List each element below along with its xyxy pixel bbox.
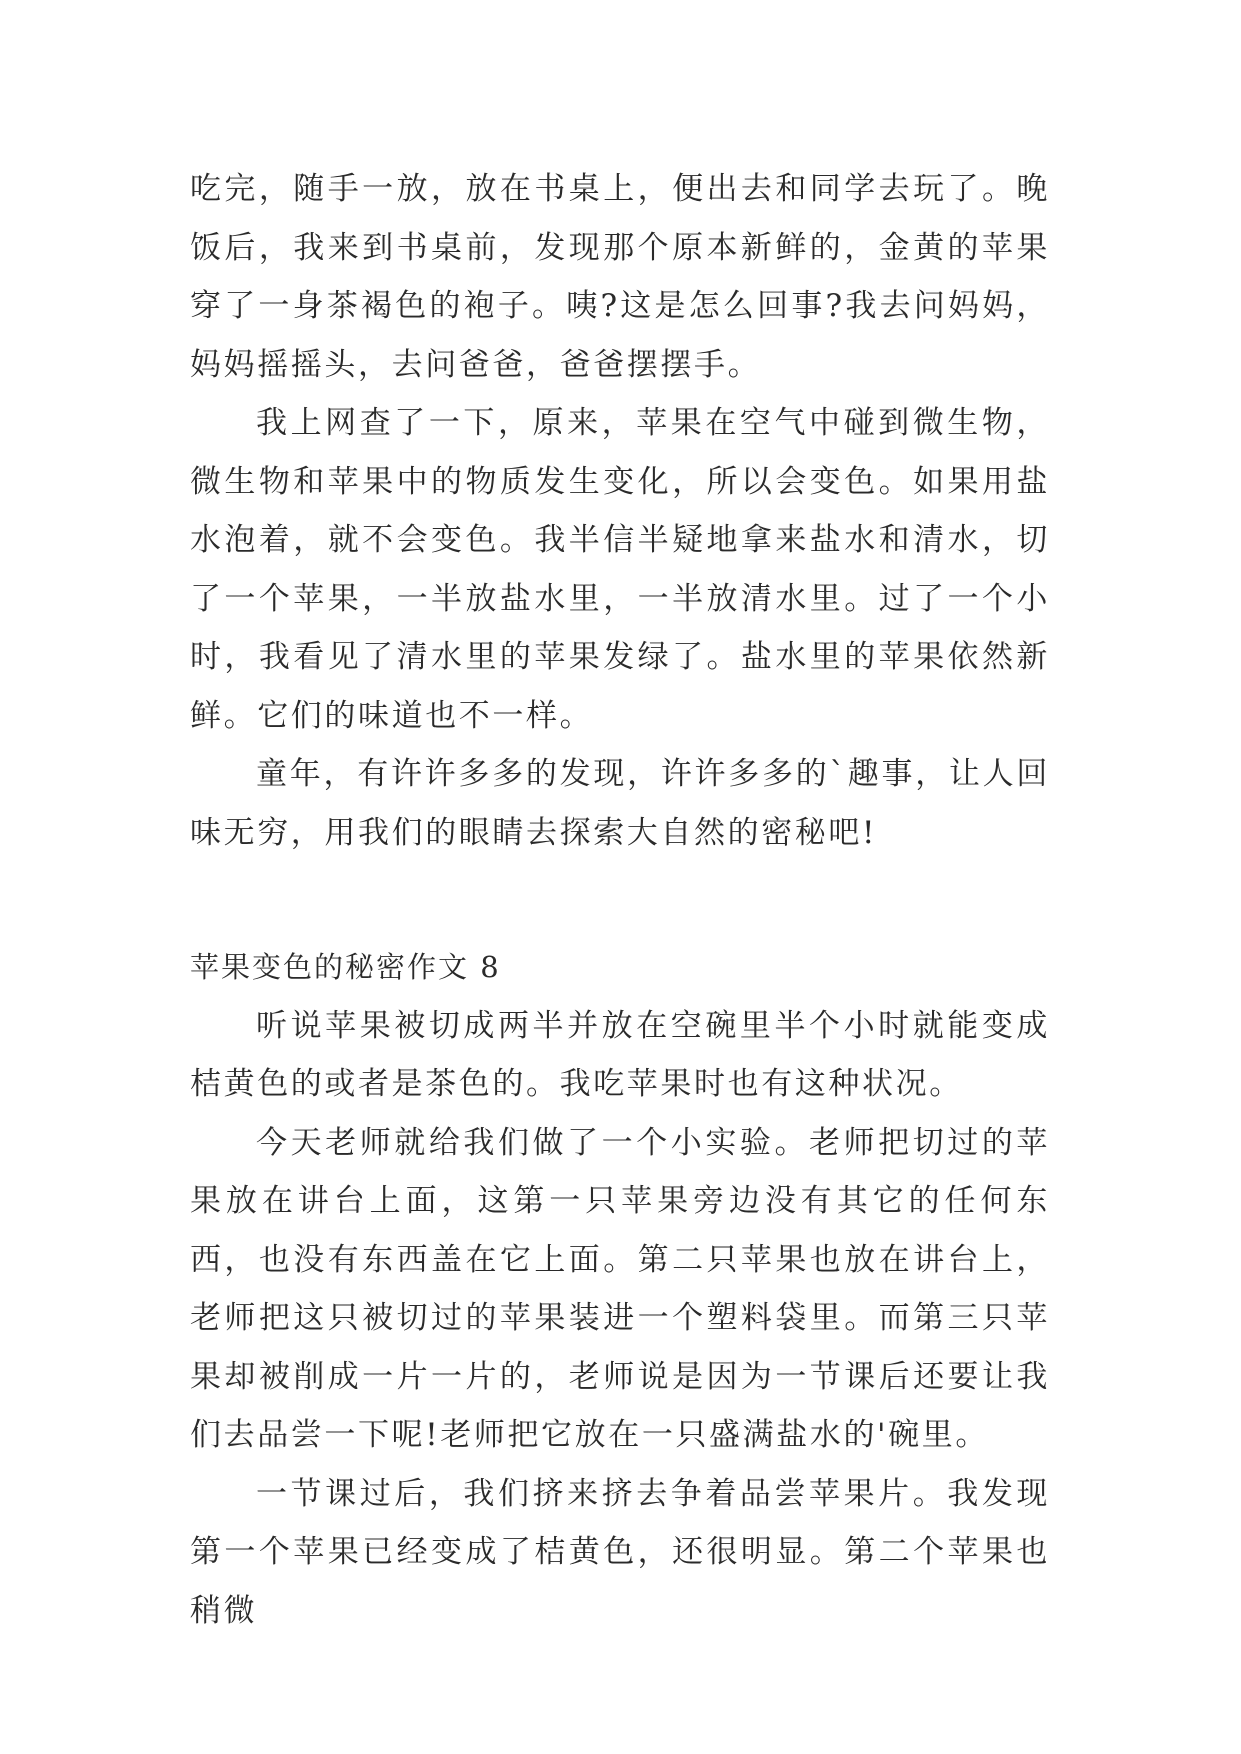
paragraph: 一节课过后，我们挤来挤去争着品尝苹果片。我发现第一个苹果已经变成了桔黄色，还很明显。第二个苹果也稍微 bbox=[190, 1475, 1050, 1629]
paragraph: 我上网查了一下，原来，苹果在空气中碰到微生物，微生物和苹果中的物质发生变化，所以会变色。如果用盐水泡着，就不会变色。我半信半疑地拿来盐水和清水，切了一个苹果，一半放盐水里，一半放清水里。过了一个小时，我看见了清水里的苹果发绿了。盐水里的苹果依然新鲜。它们的味道也不一样。 bbox=[190, 405, 1050, 734]
paragraph: 听说苹果被切成两半并放在空碗里半个小时就能变成桔黄色的或者是茶色的。我吃苹果时也有这种状况。 bbox=[190, 1007, 1050, 1102]
paragraph-continued: 吃完，随手一放，放在书桌上，便出去和同学去玩了。晚饭后，我来到书桌前，发现那个原本新鲜的，金黄的苹果穿了一身茶褐色的袍子。咦?这是怎么回事?我去问妈妈，妈妈摇摇头，去问爸爸，爸爸摆摆手。 bbox=[190, 171, 1050, 383]
paragraph: 童年，有许许多多的发现，许许多多的`趣事，让人回味无穷，用我们的眼睛去探索大自然的密秘吧! bbox=[190, 756, 1050, 851]
section-spacer bbox=[190, 862, 1050, 938]
paragraph: 今天老师就给我们做了一个小实验。老师把切过的苹果放在讲台上面，这第一只苹果旁边没有其它的任何东西，也没有东西盖在它上面。第二只苹果也放在讲台上，老师把这只被切过的苹果装进一个塑料袋里。而第三只苹果却被削成一片一片的，老师说是因为一节课后还要让我们去品尝一下呢!老师把它放在一只盛满盐水的'碗里。 bbox=[190, 1124, 1050, 1453]
document-body bbox=[190, 160, 1050, 1640]
section-heading: 苹果变色的秘密作文 8 bbox=[190, 950, 501, 984]
